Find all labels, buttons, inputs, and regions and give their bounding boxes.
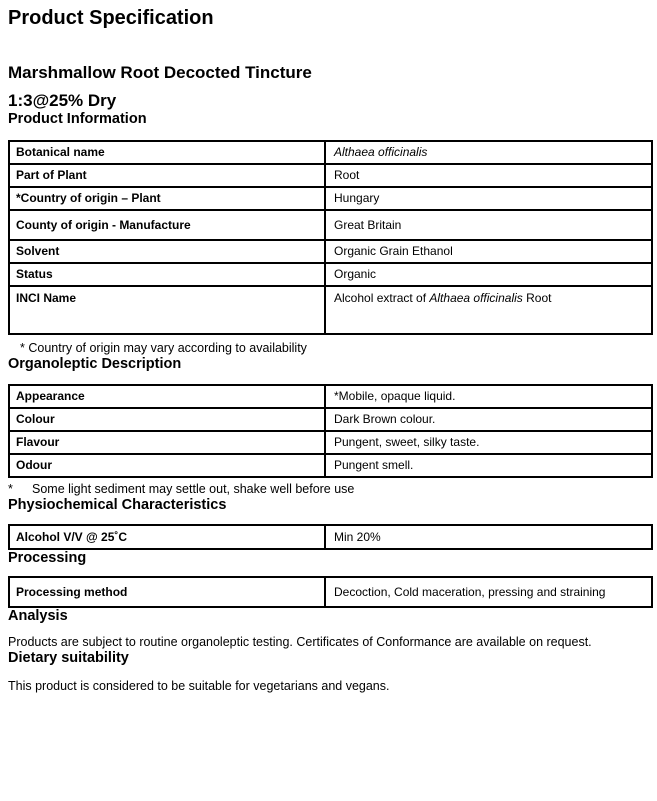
footnote-text: Some light sediment may settle out, shake well before use	[32, 482, 355, 496]
table-row	[9, 408, 652, 431]
row-value: Hungary	[325, 187, 652, 210]
row-value: Decoction, Cold maceration, pressing and straining	[325, 577, 652, 607]
row-label: Status	[9, 263, 325, 286]
table-row	[9, 210, 652, 240]
row-value: Althaea officinalis	[325, 141, 652, 164]
row-value: Pungent, sweet, silky taste.	[325, 431, 652, 454]
row-value: Min 20%	[325, 525, 652, 549]
section-heading-physiochemical: Physiochemical Characteristics	[8, 497, 227, 513]
row-value: Great Britain	[325, 210, 652, 240]
row-label: *Country of origin – Plant	[9, 187, 325, 210]
row-label: Colour	[9, 408, 325, 431]
row-value: *Mobile, opaque liquid.	[325, 385, 652, 408]
row-value: Root	[325, 164, 652, 187]
row-label: Processing method	[9, 577, 325, 607]
row-value: Organic Grain Ethanol	[325, 240, 652, 263]
section-heading-processing: Processing	[8, 550, 87, 566]
product-name: Marshmallow Root Decocted Tincture	[8, 63, 312, 82]
table-row	[9, 385, 652, 408]
footnote-sediment	[8, 481, 629, 497]
row-value: Pungent smell.	[325, 454, 652, 477]
product-information-table	[8, 140, 653, 335]
row-label: Odour	[9, 454, 325, 477]
table-row	[9, 525, 652, 549]
table-row	[9, 577, 652, 607]
row-label: Alcohol V/V @ 25˚C	[9, 525, 325, 549]
row-label: Flavour	[9, 431, 325, 454]
row-label: County of origin - Manufacture	[9, 210, 325, 240]
analysis-paragraph: Products are subject to routine organoleptic testing. Certificates of Conformance are available on request.	[8, 635, 592, 649]
table-row	[9, 263, 652, 286]
row-value: Organic	[325, 263, 652, 286]
table-row	[9, 454, 652, 477]
section-heading-product-information: Product Information	[8, 111, 147, 127]
dietary-paragraph: This product is considered to be suitable for vegetarians and vegans.	[8, 679, 390, 693]
row-label: Appearance	[9, 385, 325, 408]
table-row	[9, 431, 652, 454]
physiochemical-table	[8, 524, 653, 550]
row-label: INCI Name	[9, 286, 325, 334]
table-row	[9, 286, 652, 334]
table-row	[9, 240, 652, 263]
page-title: Product Specification	[8, 7, 214, 29]
row-value: Dark Brown colour.	[325, 408, 652, 431]
table-row	[9, 164, 652, 187]
section-heading-dietary: Dietary suitability	[8, 650, 129, 666]
footnote-marker: *	[8, 482, 13, 496]
product-ratio: 1:3@25% Dry	[8, 91, 117, 110]
section-heading-analysis: Analysis	[8, 608, 68, 624]
table-row	[9, 187, 652, 210]
table-row	[9, 141, 652, 164]
organoleptic-table	[8, 384, 653, 478]
footnote-country-of-origin: * Country of origin may vary according to availability	[20, 341, 307, 355]
row-label: Part of Plant	[9, 164, 325, 187]
section-heading-organoleptic: Organoleptic Description	[8, 356, 182, 372]
row-value: Alcohol extract of Althaea officinalis Root	[325, 286, 652, 334]
row-label: Solvent	[9, 240, 325, 263]
processing-table	[8, 576, 653, 608]
row-label: Botanical name	[9, 141, 325, 164]
